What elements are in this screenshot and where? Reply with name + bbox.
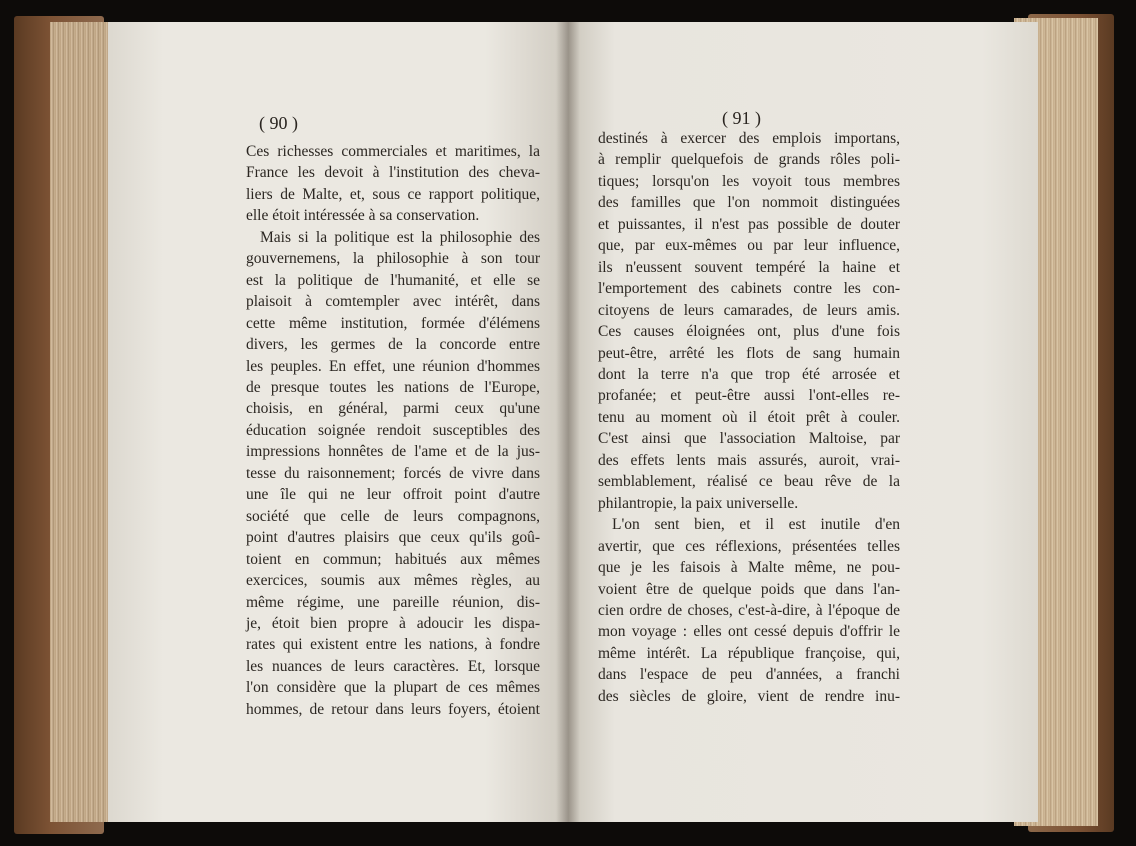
- text-line: avertir, que ces réflexions, présentées telles: [598, 537, 900, 555]
- text-line: même régime, une pareille réunion, dis-: [246, 593, 540, 611]
- text-line: tenu au moment où il étoit prêt à couler.: [598, 408, 900, 426]
- text-line: même intérêt. La république françoise, qui,: [598, 644, 900, 662]
- text-line: Ces richesses commerciales et maritimes, la: [246, 143, 540, 160]
- left-page-text: [246, 141, 540, 720]
- text-line: hommes, de retour dans leurs foyers, étoient: [246, 700, 540, 718]
- text-line: plaisoit à comtempler avec intérêt, dans: [246, 293, 540, 311]
- text-line: elle étoit intéressée à sa conservation.: [246, 207, 480, 225]
- text-line: exercices, soumis aux mêmes règles, au: [246, 572, 540, 590]
- text-line: semblablement, réalisé ce beau rêve de la: [598, 473, 900, 491]
- text-line: impressions honnêtes de l'ame et de la jus-: [246, 443, 540, 461]
- right-page-text: [598, 128, 900, 707]
- text-line: cien ordre de choses, c'est-à-dire, à l'époque de: [598, 601, 900, 619]
- text-line: Ces causes éloignées ont, plus d'une fois: [598, 323, 900, 341]
- text-line: philantropie, la paix universelle.: [598, 494, 799, 512]
- text-line: je, étoit bien propre à adoucir les dispa-: [246, 614, 540, 632]
- text-line: dont la terre n'a que trop été arrosée et: [598, 365, 900, 383]
- text-line: à remplir quelquefois de grands rôles poli-: [598, 151, 900, 169]
- text-line: les peuples. En effet, une réunion d'hommes: [246, 357, 540, 375]
- text-line: que je les faisois à Malte même, ne pou-: [598, 559, 900, 577]
- text-line: divers, les germes de la concorde entre: [246, 336, 540, 354]
- text-line: l'on considère que la plupart de ces mêmes: [246, 679, 540, 697]
- text-line: peut-être, arrêté les flots de sang humain: [598, 344, 900, 362]
- text-line: C'est ainsi que l'association Maltoise, par: [598, 430, 900, 448]
- text-line: citoyens de leurs camarades, de leurs amis.: [598, 301, 900, 319]
- text-line: France les devoit à l'institution des cheva-: [246, 164, 540, 182]
- text-line: des siècles de gloire, vient de rendre inu-: [598, 687, 900, 705]
- text-line: de presque toutes les nations de l'Europe,: [246, 378, 540, 396]
- text-line: toient en commun; habitués aux mêmes: [246, 550, 540, 568]
- text-line: que, par eux-mêmes ou par leur influence,: [598, 237, 900, 255]
- text-line: éducation soignée rendoit susceptibles des: [246, 421, 540, 439]
- text-line: une île qui ne leur offroit point d'autre: [246, 486, 540, 504]
- text-line: point d'autres plaisirs que ceux qu'ils goû-: [246, 529, 540, 547]
- text-line: choisis, en général, parmi ceux qu'une: [246, 400, 540, 418]
- text-line: société que celle de leurs compagnons,: [246, 507, 540, 525]
- text-line: est la politique de l'humanité, et elle se: [246, 271, 540, 289]
- text-line: Mais si la politique est la philosophie des: [260, 228, 540, 246]
- text-line: L'on sent bien, et il est inutile d'en: [612, 516, 900, 534]
- text-line: cette même institution, formée d'élémens: [246, 314, 540, 332]
- text-line: ils n'eussent souvent tempéré la haine et: [598, 258, 900, 276]
- text-line: tesse du raisonnement; forcés de vivre dans: [246, 464, 540, 482]
- text-line: gouvernemens, la philosophie à son tour: [246, 250, 540, 268]
- text-line: des familles que l'on nommoit distinguées: [598, 194, 900, 212]
- book-gutter: [556, 22, 580, 822]
- text-line: dans l'espace de peu d'années, a franchi: [598, 666, 900, 684]
- text-line: liers de Malte, et, sous ce rapport politique,: [246, 185, 540, 203]
- text-line: les nuances de leurs caractères. Et, lorsque: [246, 657, 540, 675]
- text-line: profanée; et peut-être aussi l'ont-elles re-: [598, 387, 900, 405]
- text-line: rates qui existent entre les nations, à fondre: [246, 636, 540, 654]
- text-line: et puissantes, il n'est pas possible de douter: [598, 215, 900, 233]
- text-line: tiques; lorsqu'on les voyoit tous membres: [598, 172, 900, 190]
- text-line: des effets lents mais assurés, auroit, vrai-: [598, 451, 900, 469]
- left-page-number: ( 90 ): [259, 113, 298, 133]
- right-page-number: ( 91 ): [722, 108, 761, 128]
- text-line: mon voyage : elles ont cessé depuis d'offrir le: [598, 623, 900, 641]
- text-line: destinés à exercer des emplois importans,: [598, 130, 900, 147]
- text-line: voient être de quelque poids que dans l'an-: [598, 580, 900, 598]
- text-line: l'emportement des cabinets contre les con-: [598, 280, 900, 298]
